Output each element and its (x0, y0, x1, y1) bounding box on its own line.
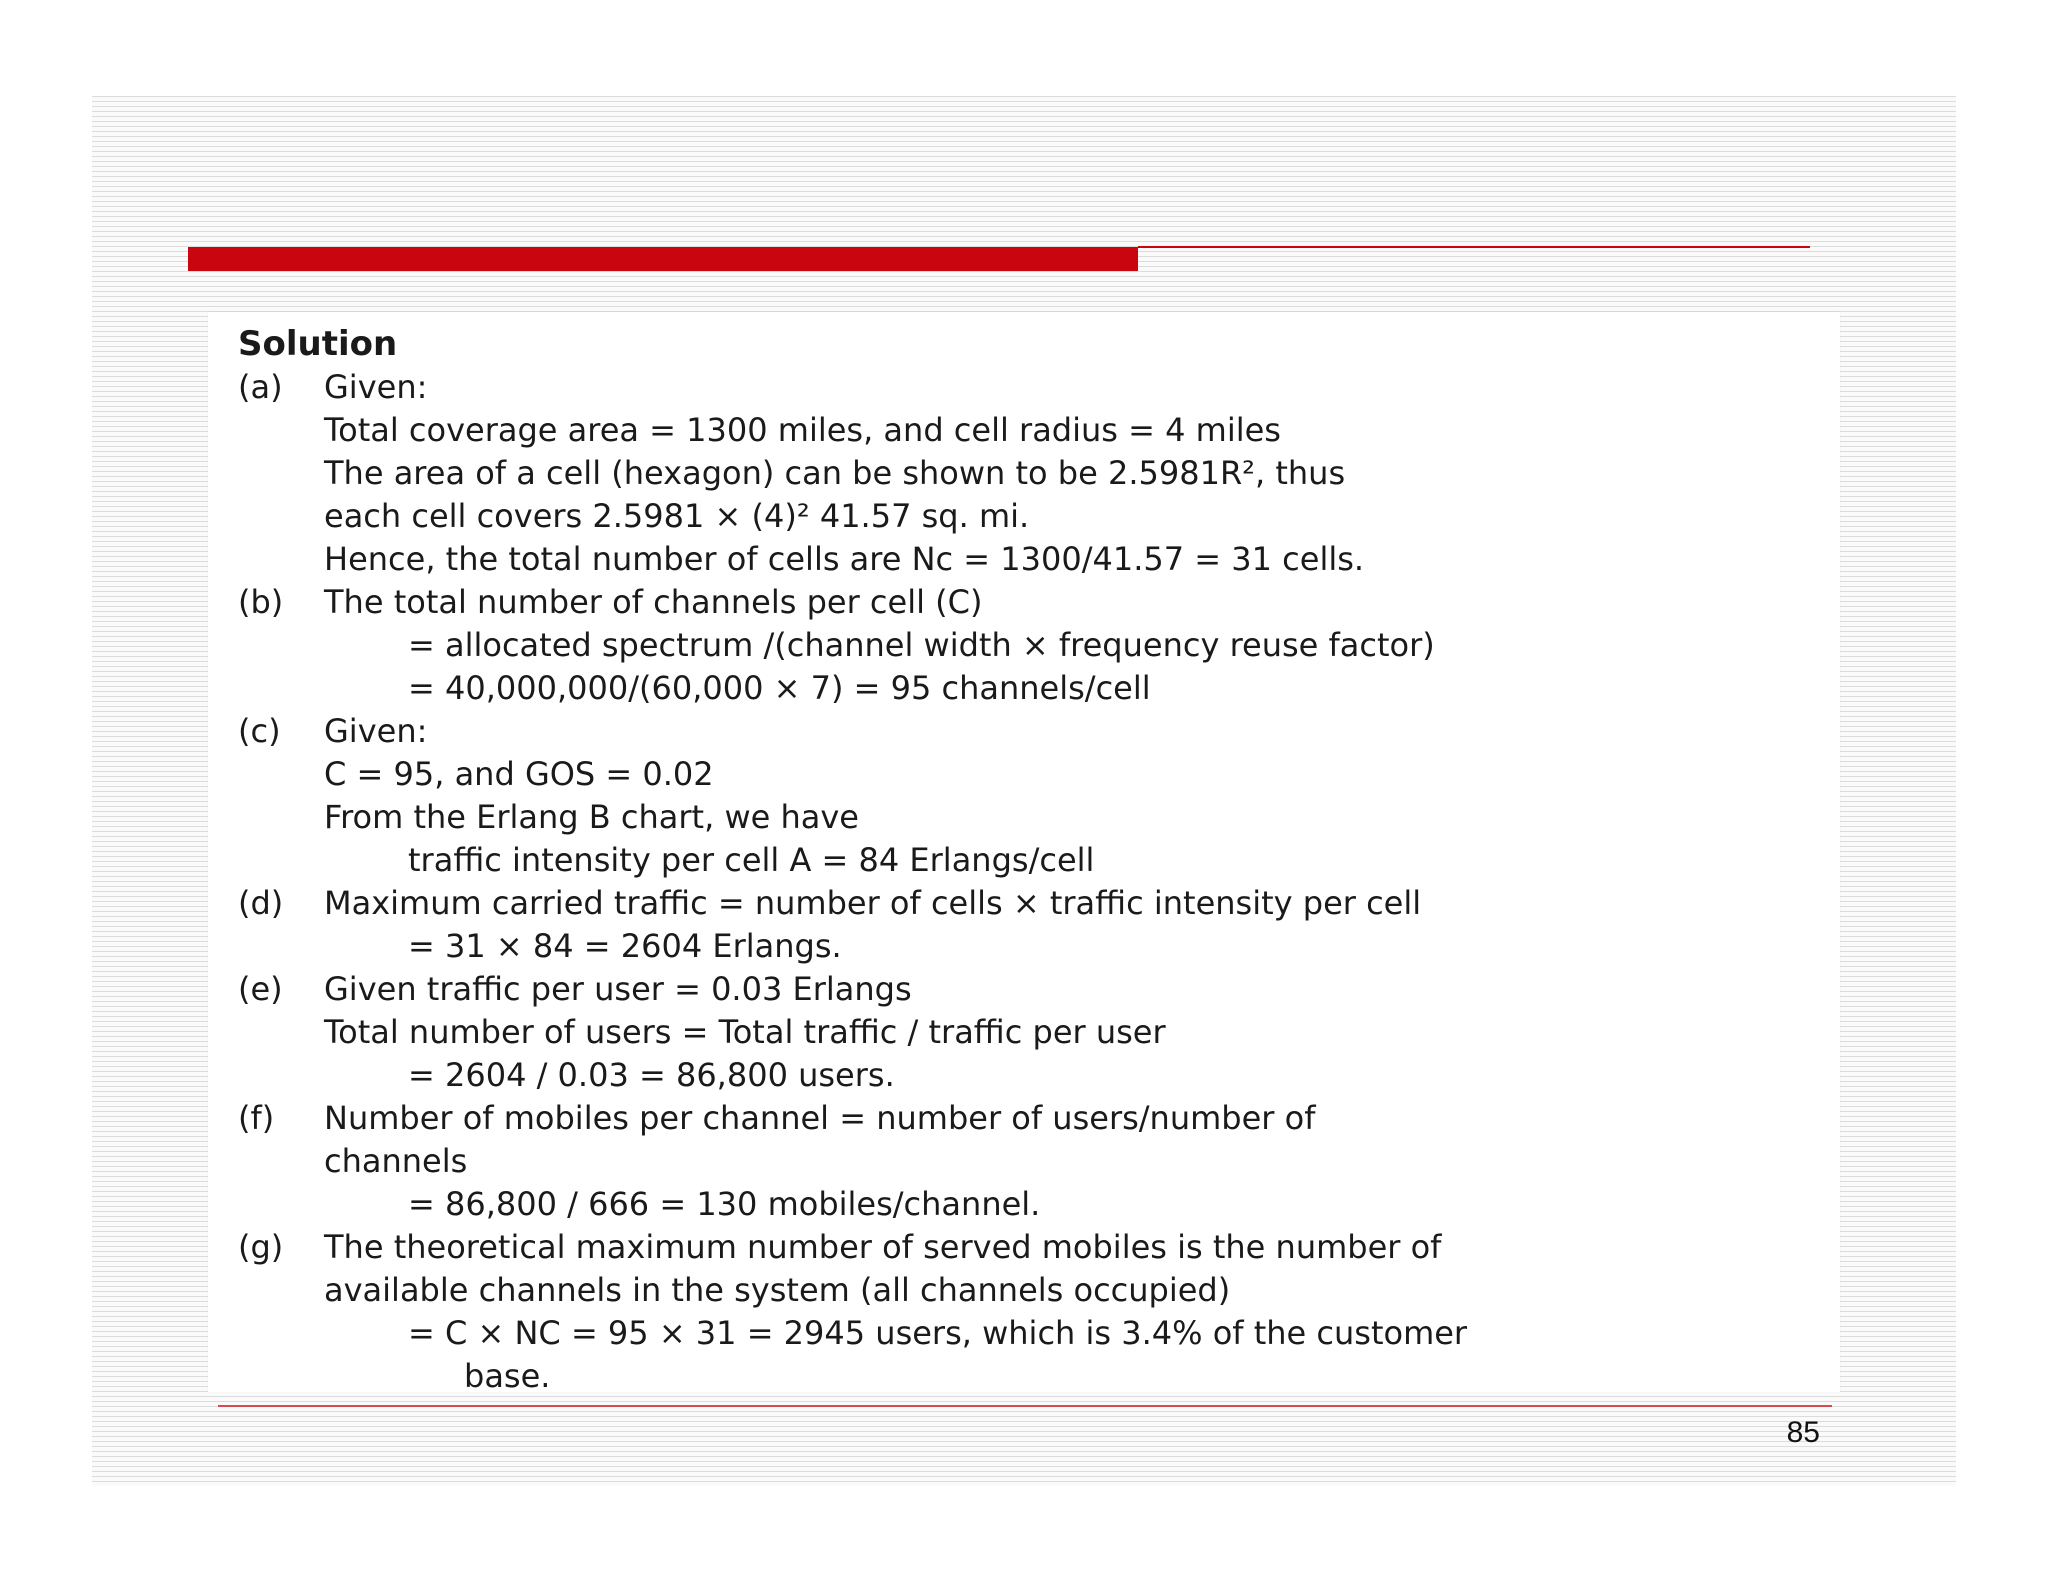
header-accent-bar (188, 247, 1138, 271)
item-label-a: (a) (238, 368, 283, 406)
item-label-c: (c) (238, 712, 281, 750)
item-label-g: (g) (238, 1228, 284, 1266)
line-a-1: (a) Given: (238, 366, 1818, 409)
line-c-1: (c) Given: (238, 710, 1818, 753)
line-f-1: (f) Number of mobiles per channel = number of users/number of (238, 1097, 1818, 1140)
line-d-1: (d) Maximum carried traffic = number of cells × traffic intensity per cell (238, 882, 1818, 925)
line-b-3: = 40,000,000/(60,000 × 7) = 95 channels/cell (408, 669, 1151, 707)
item-label-b: (b) (238, 583, 284, 621)
line-b-1: (b) The total number of channels per cell (C) (238, 581, 1818, 624)
line-c-4: traffic intensity per cell A = 84 Erlangs/cell (408, 841, 1095, 879)
line-d-2: = 31 × 84 = 2604 Erlangs. (408, 927, 842, 965)
line-g-4: base. (464, 1357, 551, 1395)
line-a-4: each cell covers 2.5981 × (4)² 41.57 sq. mi. (324, 497, 1030, 535)
solution-panel (208, 312, 1840, 1395)
item-label-d: (d) (238, 884, 284, 922)
line-c-2: C = 95, and GOS = 0.02 (324, 755, 714, 793)
line-e-3: = 2604 / 0.03 = 86,800 users. (408, 1056, 895, 1094)
line-b-2: = allocated spectrum /(channel width × frequency reuse factor) (408, 626, 1435, 664)
page-number: 85 (1786, 1416, 1820, 1449)
line-g-2: available channels in the system (all channels occupied) (324, 1271, 1231, 1309)
line-e-2: Total number of users = Total traffic / traffic per user (324, 1013, 1166, 1051)
line-f-2: channels (324, 1142, 468, 1180)
header-accent-line (1138, 246, 1810, 248)
line-g-3: = C × NC = 95 × 31 = 2945 users, which is 3.4% of the customer (408, 1314, 1468, 1352)
item-label-f: (f) (238, 1099, 275, 1137)
line-c-3: From the Erlang B chart, we have (324, 798, 859, 836)
solution-text (238, 322, 1818, 1398)
solution-title: Solution (238, 324, 398, 364)
item-label-e: (e) (238, 970, 283, 1008)
line-e-1: (e) Given traffic per user = 0.03 Erlangs (238, 968, 1818, 1011)
line-a-5: Hence, the total number of cells are Nc = 1300/41.57 = 31 cells. (324, 540, 1365, 578)
footer-divider (218, 1405, 1832, 1407)
line-a-2: Total coverage area = 1300 miles, and cell radius = 4 miles (324, 411, 1281, 449)
line-f-3: = 86,800 / 666 = 130 mobiles/channel. (408, 1185, 1041, 1223)
line-g-1: (g) The theoretical maximum number of served mobiles is the number of (238, 1226, 1818, 1269)
line-a-3: The area of a cell (hexagon) can be shown to be 2.5981R², thus (324, 454, 1346, 492)
